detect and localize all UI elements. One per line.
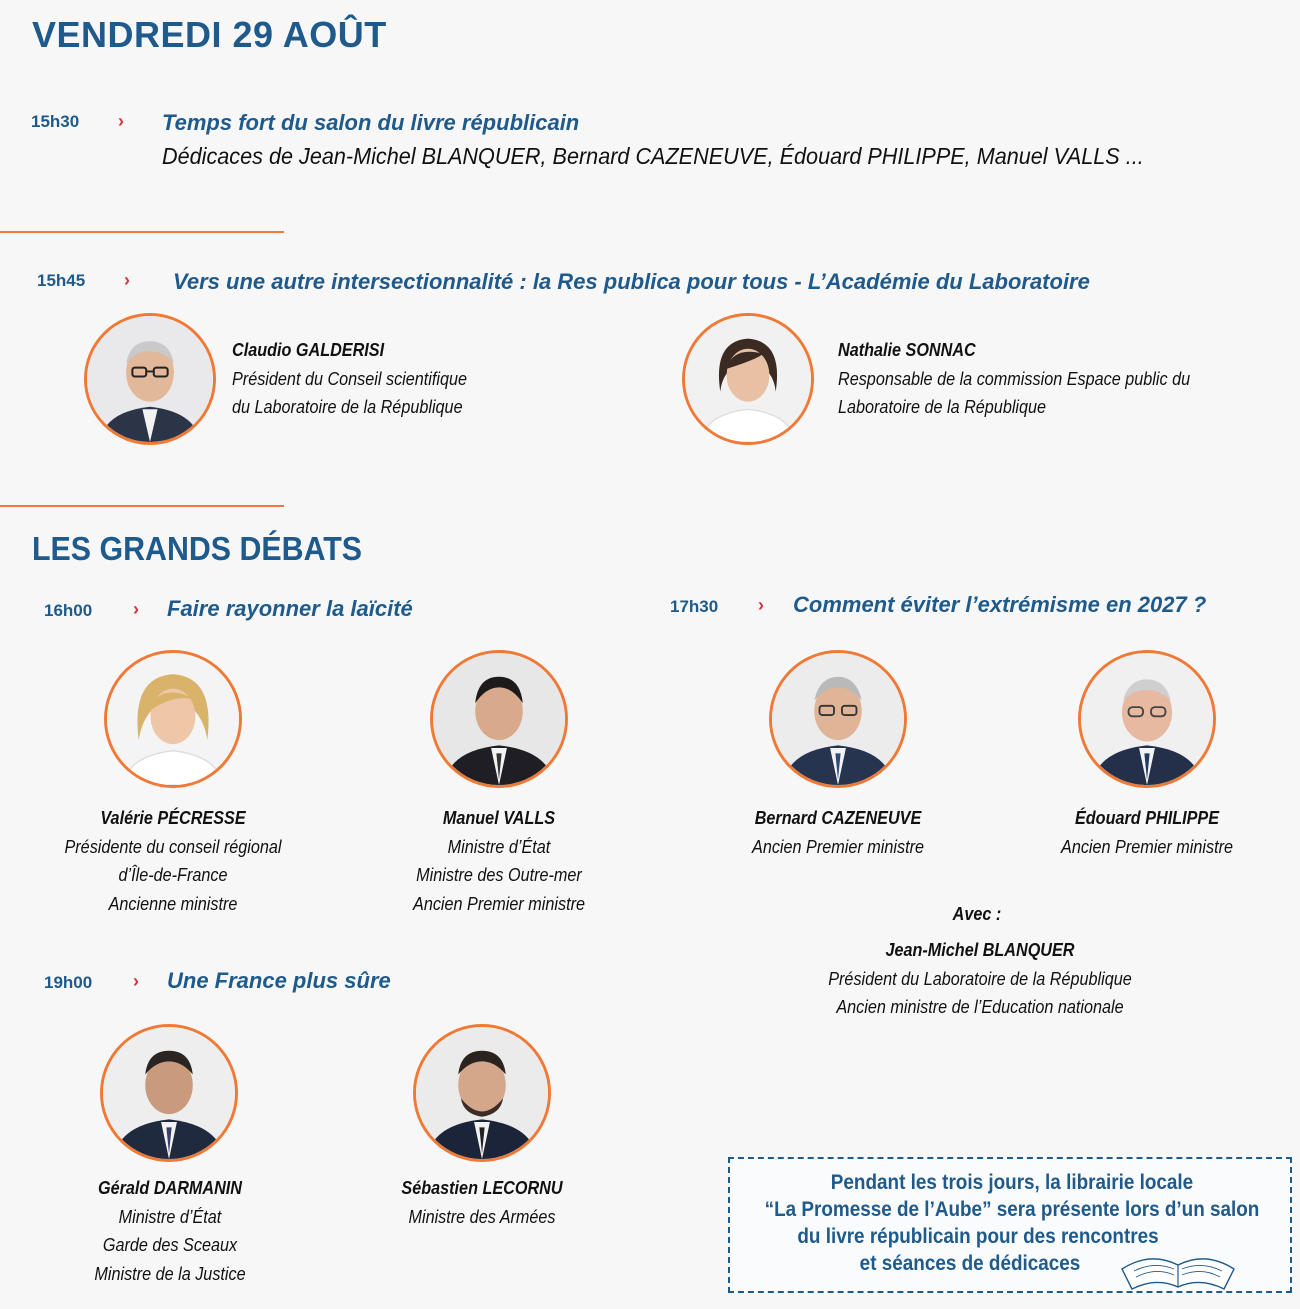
event-subtitle: Dédicaces de Jean-Michel BLANQUER, Bernard CAZENEUVE, Édouard PHILIPPE, Manuel VALLS ...: [162, 143, 1144, 169]
speaker-role: Laboratoire de la République: [838, 397, 1047, 417]
speaker-info: [401, 1174, 562, 1231]
open-book-icon: [1116, 1247, 1240, 1293]
person-silhouette-icon: [772, 653, 904, 785]
speaker-role: Ancien Premier ministre: [413, 893, 585, 914]
speaker-role: Ancienne ministre: [108, 893, 238, 914]
day-title: VENDREDI 29 AOÛT: [32, 14, 387, 55]
event-time: 19h00: [44, 973, 93, 992]
speaker-name: Jean-Michel BLANQUER: [885, 940, 1075, 960]
speaker-photo: [682, 313, 814, 445]
divider: [0, 505, 284, 507]
speaker-info: [752, 804, 924, 861]
event-time: 15h30: [31, 112, 80, 131]
section-title: LES GRANDS DÉBATS: [32, 530, 363, 567]
person-silhouette-icon: [433, 653, 565, 785]
person-silhouette-icon: [87, 316, 213, 442]
note-line: et séances de dédicaces: [859, 1252, 1081, 1275]
chevron-right-icon: ›: [118, 111, 124, 131]
speaker-photo: [104, 650, 242, 788]
person-silhouette-icon: [685, 316, 811, 442]
chevron-right-icon: ›: [133, 599, 139, 619]
note-line: “La Promesse de l’Aube” sera présente lors d’un salon: [764, 1198, 1260, 1221]
speaker-info: [232, 336, 467, 422]
speaker-info: [94, 1174, 245, 1288]
speaker-name: Édouard PHILIPPE: [1074, 808, 1220, 828]
speaker-info: [64, 804, 281, 918]
event-title: Comment éviter l’extrémisme en 2027 ?: [793, 592, 1207, 617]
speaker-info: [828, 936, 1132, 1022]
speaker-photo: [769, 650, 907, 788]
speaker-role: Ministre d’État: [447, 836, 551, 857]
speaker-photo: [1078, 650, 1216, 788]
speaker-role: Ministre de la Justice: [94, 1263, 246, 1284]
event-title: Temps fort du salon du livre républicain: [162, 110, 580, 135]
event-title: Une France plus sûre: [167, 968, 391, 993]
speaker-photo: [430, 650, 568, 788]
speaker-role: du Laboratoire de la République: [232, 397, 463, 417]
chevron-right-icon: ›: [758, 595, 764, 615]
person-silhouette-icon: [103, 1027, 235, 1159]
speaker-name: Gérald DARMANIN: [97, 1178, 243, 1198]
speaker-info: [838, 336, 1190, 422]
speaker-role: Ministre d’État: [118, 1206, 222, 1227]
speaker-role: Ministre des Outre-mer: [416, 865, 582, 885]
speaker-role: Présidente du conseil régional: [64, 836, 282, 857]
speaker-photo: [84, 313, 216, 445]
speaker-name: Nathalie SONNAC: [838, 340, 976, 360]
event-title: Vers une autre intersectionnalité : la Res publica pour tous - L’Académie du Laboratoire: [173, 269, 1090, 294]
speaker-role: d’Île-de-France: [118, 865, 228, 885]
speaker-role: Président du Laboratoire de la République: [828, 968, 1132, 989]
divider: [0, 231, 284, 233]
speaker-role: Responsable de la commission Espace public du: [838, 368, 1191, 389]
speaker-name: Sébastien LECORNU: [401, 1178, 563, 1198]
speaker-photo: [100, 1024, 238, 1162]
note-line: du livre républicain pour des rencontres: [797, 1225, 1159, 1248]
event-time: 16h00: [44, 601, 93, 620]
note-line: Pendant les trois jours, la librairie locale: [830, 1171, 1194, 1194]
person-silhouette-icon: [107, 653, 239, 785]
bookshop-note: [728, 1157, 1292, 1293]
speaker-role: Ancien ministre de l’Education nationale: [836, 997, 1124, 1017]
speaker-role: Président du Conseil scientifique: [232, 368, 468, 389]
speaker-photo: [413, 1024, 551, 1162]
person-silhouette-icon: [1081, 653, 1213, 785]
event-time: 17h30: [670, 597, 719, 616]
event-time: 15h45: [37, 271, 86, 290]
speaker-info: [1061, 804, 1233, 861]
speaker-role: Ancien Premier ministre: [1061, 836, 1233, 857]
speaker-role: Ministre des Armées: [408, 1206, 556, 1227]
speaker-name: Manuel VALLS: [442, 808, 556, 828]
speaker-name: Bernard CAZENEUVE: [754, 808, 922, 828]
event-title: Faire rayonner la laïcité: [167, 596, 413, 621]
speaker-role: Ancien Premier ministre: [752, 836, 924, 857]
with-label: Avec :: [952, 904, 1002, 924]
speaker-role: Garde des Sceaux: [102, 1235, 238, 1255]
speaker-name: Claudio GALDERISI: [232, 340, 385, 360]
chevron-right-icon: ›: [124, 270, 130, 290]
person-silhouette-icon: [416, 1027, 548, 1159]
chevron-right-icon: ›: [133, 971, 139, 991]
speaker-name: Valérie PÉCRESSE: [100, 808, 246, 828]
speaker-info: [413, 804, 585, 918]
